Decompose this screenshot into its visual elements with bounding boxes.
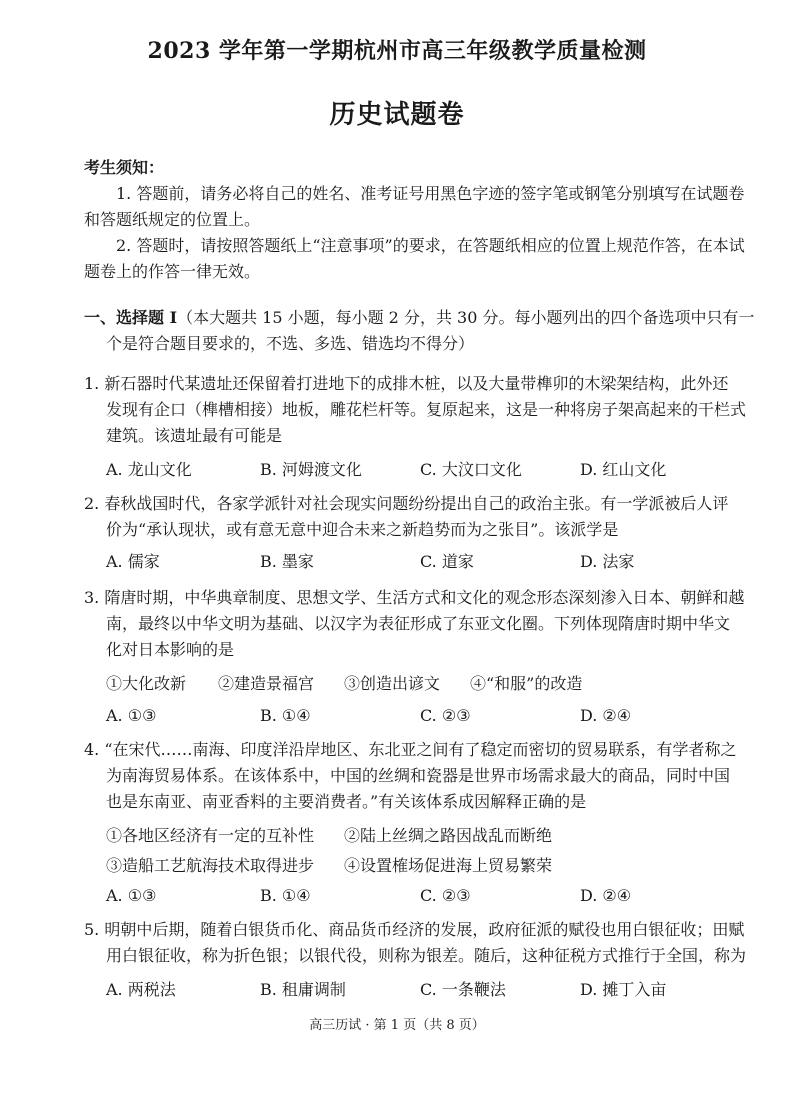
paper-subtitle: 历史试题卷: [329, 100, 465, 130]
question-4-line-3: 也是东南亚、南亚香料的主要消费者。”有关该体系成因解释正确的是: [106, 792, 587, 811]
question-2-line-1: 2. 春秋战国时代，各家学派针对社会现实问题纷纷提出自己的政治主张。有一学派被后人评: [84, 494, 729, 513]
question-3-item-1: ①大化改新: [106, 674, 187, 693]
question-1-line-2: 发现有企口（榫槽相接）地板，雕花栏杆等。复原起来，这是一种将房子架高起来的干栏式: [106, 400, 747, 419]
question-4-item-1: ①各地区经济有一定的互补性: [106, 826, 315, 845]
notice-item-2-line-1: 2. 答题时，请按照答题纸上“注意事项”的要求，在答题纸相应的位置上规范作答，在本试: [116, 236, 745, 255]
exam-title: 2023 学年第一学期杭州市高三年级教学质量检测: [147, 38, 647, 64]
question-3-option-d: D. ②④: [580, 706, 632, 725]
question-1-option-a: A. 龙山文化: [106, 460, 192, 479]
notice-item-2-line-2: 题卷上的作答一律无效。: [84, 262, 261, 281]
question-4-option-d: D. ②④: [580, 886, 632, 905]
question-4-line-1: 4. “在宋代……南海、印度洋沿岸地区、东北亚之间有了稳定而密切的贸易联系，有学者称之: [84, 740, 737, 759]
question-5-option-b: B. 租庸调制: [260, 980, 346, 999]
question-5-line-2: 用白银征收，称为折色银；以银代役，则称为银差。随后，这种征税方式推行于全国，称为: [106, 946, 747, 965]
question-3-item-4: ④“和服”的改造: [470, 674, 583, 693]
notice-item-1-line-2: 和答题纸规定的位置上。: [84, 210, 261, 229]
notice-heading: 考生须知：: [84, 158, 165, 177]
question-4-option-c: C. ②③: [420, 886, 471, 905]
question-2-option-d: D. 法家: [580, 552, 635, 571]
question-4-option-b: B. ①④: [260, 886, 311, 905]
section-heading-line-2: 个是符合题目要求的，不选、多选、错选均不得分）: [106, 334, 475, 353]
question-5-option-a: A. 两税法: [106, 980, 176, 999]
question-2-option-a: A. 儒家: [106, 552, 160, 571]
question-5-option-c: C. 一条鞭法: [420, 980, 506, 999]
question-2-line-2: 价为“承认现状，或有意无意中迎合未来之新趋势而为之张目”。该派学是: [106, 520, 619, 539]
question-3-option-b: B. ①④: [260, 706, 311, 725]
question-3-line-1: 3. 隋唐时期，中华典章制度、思想文学、生活方式和文化的观念形态深刻渗入日本、朝鲜和越: [84, 588, 745, 607]
question-1-option-b: B. 河姆渡文化: [260, 460, 362, 479]
question-3-line-3: 化对日本影响的是: [106, 640, 235, 659]
question-1-line-3: 建筑。该遗址最有可能是: [106, 426, 283, 445]
question-3-item-2: ②建造景福宫: [218, 674, 315, 693]
question-3-line-2: 南，最终以中华文明为基础、以汉字为表征形成了东亚文化圈。下列体现隋唐时期中华文: [106, 614, 731, 633]
notice-item-1-line-1: 1. 答题前，请务必将自己的姓名、准考证号用黑色字迹的签字笔或钢笔分别填写在试题卷: [116, 184, 745, 203]
question-3-item-3: ③创造出谚文: [344, 674, 441, 693]
question-1-line-1: 1. 新石器时代某遗址还保留着打进地下的成排木桩，以及大量带榫卯的木梁架结构，此外还: [84, 374, 729, 393]
question-4-item-4: ④设置榷场促进海上贸易繁荣: [344, 856, 553, 875]
question-5-line-1: 5. 明朝中后期，随着白银货币化、商品货币经济的发展，政府征派的赋役也用白银征收；田赋: [84, 920, 745, 939]
question-3-option-c: C. ②③: [420, 706, 471, 725]
page-footer: 高三历试 · 第 1 页（共 8 页）: [309, 1018, 485, 1033]
section-heading-prefix: 一、选择题 Ⅰ: [84, 308, 178, 327]
section-heading: [84, 308, 755, 328]
question-5-option-d: D. 摊丁入亩: [580, 980, 667, 999]
question-3-option-a: A. ①③: [106, 706, 157, 725]
question-2-option-b: B. 墨家: [260, 552, 314, 571]
question-4-item-2: ②陆上丝绸之路因战乱而断绝: [344, 826, 553, 845]
question-2-option-c: C. 道家: [420, 552, 474, 571]
question-4-item-3: ③造船工艺航海技术取得进步: [106, 856, 315, 875]
section-heading-rest: （本大题共 15 小题，每小题 2 分，共 30 分。每小题列出的四个备选项中只有一: [177, 308, 755, 327]
question-1-option-d: D. 红山文化: [580, 460, 667, 479]
question-4-option-a: A. ①③: [106, 886, 157, 905]
question-1-option-c: C. 大汶口文化: [420, 460, 522, 479]
question-4-line-2: 为南海贸易体系。在该体系中，中国的丝绸和瓷器是世界市场需求最大的商品，同时中国: [106, 766, 731, 785]
